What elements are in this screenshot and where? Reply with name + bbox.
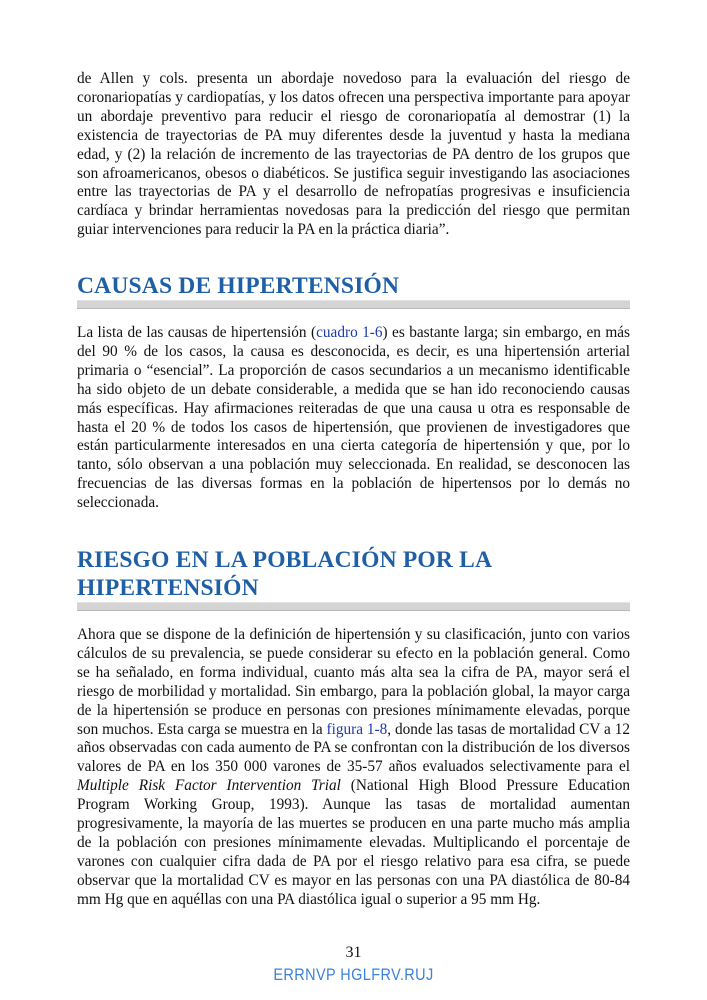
paragraph-text: Ahora que se dispone de la definición de hipertensión y su clasificación, junto con varios cálculos de su prevalencia, se puede considerar su efecto en la población general. Como se ha señalado, en forma individual, cuanto más alta sea la cifra de PA, mayor será el riesgo de morbilidad y mortalidad. Sin embargo, para la población global, la mayor carga de la hipertensión se produce en personas con presiones mínimamente elevadas, porque son muchos. Esta carga se muestra en la bbox=[77, 626, 630, 738]
cuadro-link[interactable]: cuadro 1-6 bbox=[316, 324, 383, 341]
page-number: 31 bbox=[345, 944, 362, 961]
paragraph-causes bbox=[77, 324, 630, 513]
paragraph-allen-study: de Allen y cols. presenta un abordaje novedoso para la evaluación del riesgo de coronariopatías y cardiopatías, y los datos ofrecen una perspectiva importante para apoyar un abordaje preventivo para reducir el riesgo de coronariopatía al demostrar (1) la existencia de trayectorias de PA muy diferentes desde la juventud y hasta la mediana edad, y (2) la relación de incremento de las trayectorias de PA dentro de los grupos que son afroamericanos, obesos o diabéticos. Se justifica seguir investigando las asociaciones entre las trayectorias de PA y el desarrollo de nefropatías progresivas e insuficiencia cardíaca y brindar herramientas novedosas para la predicción del riesgo que permitan guiar intervenciones para reducir la PA en la práctica diaria”. bbox=[77, 70, 630, 239]
trial-name: Multiple Risk Factor Intervention Trial bbox=[77, 777, 341, 795]
section-heading-population-risk bbox=[77, 546, 630, 602]
heading-divider bbox=[77, 300, 630, 309]
paragraph-text: , donde las tasas de mortalidad CV a 12 años observadas con cada aumento de PA se confrontan con la distribución de los diversos valores de PA en los 350 000 varones de 35-57 años evaluados selectivamente para el bbox=[77, 720, 630, 776]
figura-link[interactable]: figura 1-8 bbox=[326, 720, 388, 738]
paragraph-population-risk bbox=[77, 626, 630, 910]
heading-line-1: RIESGO EN LA POBLACIÓN POR LA bbox=[77, 547, 493, 573]
paragraph-text: La lista de las causas de hipertensión ( bbox=[77, 324, 317, 341]
paragraph-text: ) es bastante larga; sin embargo, en más del 90 % de los casos, la causa es desconocida, es decir, es una hipertensión arterial primaria o “esencial”. La proporción de casos secundarios a un mecanismo identificable ha sido objeto de un debate considerable, a medida que se han ido reconociendo causas más específicas. Hay afirmaciones reiteradas de que una causa u otra es responsable de hasta el 20 % de todos los casos de hipertensión, que provienen de investigadores que están particularmente interesados en una cierta categoría de hipertensión y que, por lo tanto, sólo observan a una población muy seleccionada. En realidad, se desconocen las frecuencias de las diversas formas en la población de hipertensos por lo demás no seleccionada. bbox=[77, 324, 630, 512]
section-heading-causes: CAUSAS DE HIPERTENSIÓN bbox=[77, 273, 400, 299]
paragraph-text: (National High Blood Pressure Education Program Working Group, 1993). Aunque las tasas de mortalidad aumentan progresivamente, la mayoría de las muertes se producen en una parte mucho más amplia de la población con presiones mínimamente elevadas. Multiplicando el porcentaje de varones con cualquier cifra dada de PA por el riesgo relativo para esa cifra, se puede observar que la mortalidad CV es mayor en las personas con una PA diastólica de 80-84 mm Hg que en aquéllas con una PA diastólica igual o superior a 95 mm Hg. bbox=[77, 777, 630, 908]
watermark-text: ERRNVP HGLFRV.RUJ bbox=[273, 965, 434, 984]
heading-divider bbox=[77, 602, 630, 611]
heading-line-2: HIPERTENSIÓN bbox=[77, 575, 259, 601]
